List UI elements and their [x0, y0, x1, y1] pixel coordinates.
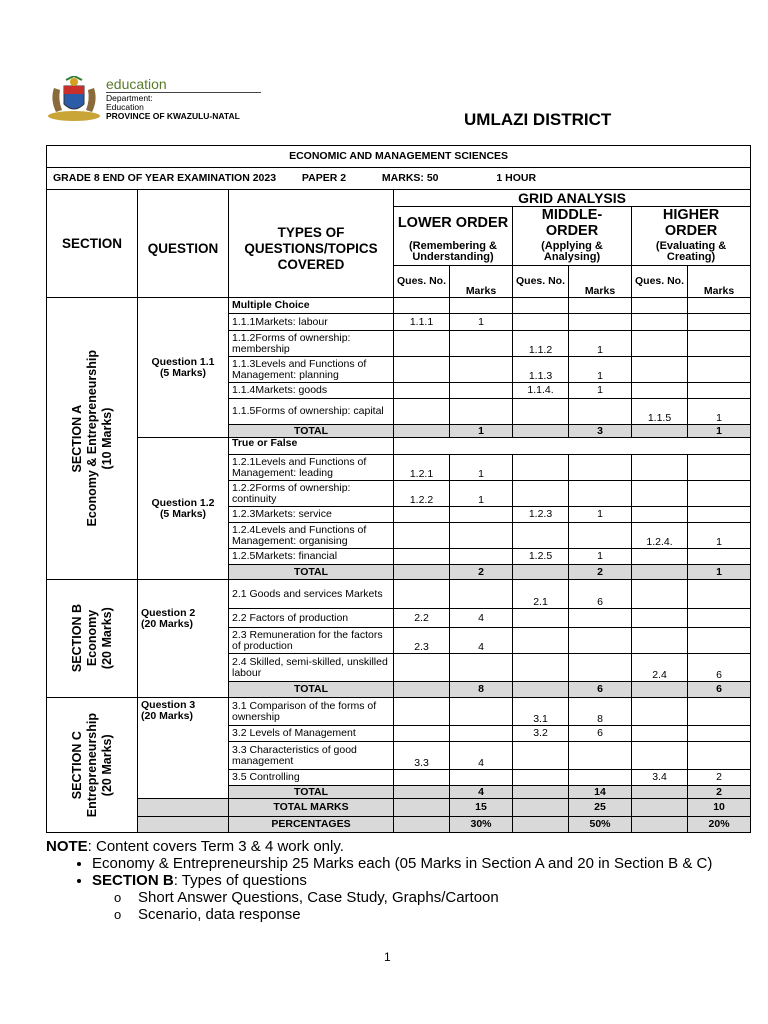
middle-ques-cell: [513, 654, 569, 682]
middle-marks-cell: 6: [569, 580, 632, 609]
middle-ques-cell: 1.1.3: [513, 357, 569, 383]
lower-percentage: 30%: [450, 817, 513, 833]
lower-ques-cell: [394, 549, 450, 565]
note-bullet-2-label: SECTION B: [92, 872, 174, 889]
higher-order-label: HIGHER ORDER: [632, 207, 751, 240]
higher-marks-cell: [688, 507, 751, 523]
topic-cell: 1.1.4Markets: goods: [229, 383, 394, 399]
topic-cell: 2.3 Remuneration for the factors of production: [229, 628, 394, 654]
middle-marks-cell: [569, 609, 632, 628]
lower-order-sub: (Remembering & Understanding): [394, 240, 513, 266]
middle-marks-cell: 1: [569, 331, 632, 357]
higher-ques-cell: [632, 726, 688, 742]
lower-ques-cell: 1.2.2: [394, 481, 450, 507]
lower-ques-cell: [394, 523, 450, 549]
lower-order-label: LOWER ORDER: [394, 207, 513, 240]
marks-header: Marks: [450, 266, 513, 298]
middle-ques-cell: [513, 609, 569, 628]
lower-marks-cell: [450, 399, 513, 425]
duration-label: 1 HOUR: [496, 172, 537, 184]
section-b-title: SECTION B: [69, 604, 84, 673]
middle-total: 3: [569, 425, 632, 438]
lower-total: 8: [450, 682, 513, 698]
middle-marks-cell: [569, 654, 632, 682]
higher-grand-total: 10: [688, 799, 751, 817]
middle-total: 6: [569, 682, 632, 698]
higher-marks-cell: [688, 455, 751, 481]
topic-cell: 1.1.5Forms of ownership: capital: [229, 399, 394, 425]
note-sub-2: Scenario, data response: [138, 906, 301, 923]
section-c-sub: Entrepreneurship: [84, 712, 99, 818]
section-b-marks: (20 Marks): [99, 607, 114, 670]
lower-marks-cell: [450, 523, 513, 549]
section-a-sub: Economy & Entrepreneurship: [84, 350, 99, 527]
coat-of-arms-icon: [46, 76, 102, 124]
section-a-title: SECTION A: [69, 404, 84, 473]
lower-ques-cell: [394, 507, 450, 523]
topic-cell: 2.1 Goods and services Markets: [229, 580, 394, 609]
higher-total: 1: [688, 425, 751, 438]
list-item: [138, 889, 736, 906]
higher-ques-cell: [632, 549, 688, 565]
table-row: [47, 698, 751, 726]
topic-cell: 1.2.1Levels and Functions of Management: leading: [229, 455, 394, 481]
middle-ques-cell: 3.2: [513, 726, 569, 742]
lower-marks-cell: [450, 698, 513, 726]
question-1-1-cell: [138, 298, 229, 438]
lower-total: 2: [450, 565, 513, 580]
middle-marks-cell: 1: [569, 357, 632, 383]
logo-line3: PROVINCE OF KWAZULU-NATAL: [106, 111, 240, 121]
percentages-row: [47, 817, 751, 833]
exam-line: [47, 168, 751, 190]
q12-heading: True or False: [229, 438, 394, 455]
section-a-cell: [47, 298, 138, 580]
lower-ques-cell: 2.2: [394, 609, 450, 628]
lower-ques-cell: [394, 331, 450, 357]
higher-marks-cell: [688, 742, 751, 770]
higher-ques-cell: [632, 383, 688, 399]
middle-marks-cell: [569, 770, 632, 786]
middle-marks-cell: 1: [569, 507, 632, 523]
higher-ques-cell: [632, 481, 688, 507]
paper-label: PAPER 2: [301, 172, 347, 184]
higher-marks-cell: [688, 628, 751, 654]
middle-ques-cell: [513, 481, 569, 507]
topic-cell: 1.2.4Levels and Functions of Management: organising: [229, 523, 394, 549]
marks-label: MARKS: 50: [381, 172, 439, 184]
total-label: TOTAL: [229, 565, 394, 580]
higher-marks-cell: [688, 481, 751, 507]
middle-grand-total: 25: [569, 799, 632, 817]
list-item: [138, 906, 736, 923]
section-c-cell: [47, 698, 138, 833]
ques-no-header: Ques. No.: [513, 266, 569, 298]
col-types: TYPES OF QUESTIONS/TOPICS COVERED: [229, 190, 394, 298]
lower-marks-cell: 1: [450, 314, 513, 331]
lower-marks-cell: [450, 726, 513, 742]
section-b-cell: [47, 580, 138, 698]
higher-total: 2: [688, 786, 751, 799]
subject-title: ECONOMIC AND MANAGEMENT SCIENCES: [47, 146, 751, 168]
question-3-cell: [138, 698, 229, 799]
section-a-label: [70, 350, 115, 526]
table-row: [47, 580, 751, 609]
grid-analysis-label: GRID ANALYSIS: [394, 190, 751, 207]
lower-marks-cell: [450, 549, 513, 565]
higher-ques-cell: [632, 507, 688, 523]
higher-ques-cell: [632, 698, 688, 726]
middle-order-label: MIDDLE-ORDER: [513, 207, 632, 240]
topic-cell: 3.2 Levels of Management: [229, 726, 394, 742]
lower-ques-cell: 1.2.1: [394, 455, 450, 481]
higher-marks-cell: [688, 609, 751, 628]
middle-marks-cell: [569, 523, 632, 549]
topic-cell: 2.4 Skilled, semi-skilled, unskilled labour: [229, 654, 394, 682]
middle-ques-cell: 1.1.4.: [513, 383, 569, 399]
page-number: 1: [384, 950, 391, 964]
lower-marks-cell: [450, 383, 513, 399]
middle-ques-cell: [513, 628, 569, 654]
total-label: TOTAL: [229, 682, 394, 698]
lower-marks-cell: [450, 654, 513, 682]
marks-header: Marks: [688, 266, 751, 298]
middle-marks-cell: [569, 455, 632, 481]
higher-total: 6: [688, 682, 751, 698]
topic-cell: 1.1.1Markets: labour: [229, 314, 394, 331]
higher-order-sub: (Evaluating & Creating): [632, 240, 751, 266]
percentages-label: PERCENTAGES: [229, 817, 394, 833]
total-marks-label: TOTAL MARKS: [229, 799, 394, 817]
middle-total: 14: [569, 786, 632, 799]
lower-ques-cell: [394, 383, 450, 399]
section-c-marks: (20 Marks): [99, 734, 114, 796]
section-c-label: [70, 713, 115, 817]
middle-marks-cell: [569, 481, 632, 507]
department-logo: [46, 76, 266, 126]
question-label: Question 2: [141, 607, 196, 619]
topic-cell: 3.5 Controlling: [229, 770, 394, 786]
middle-total: 2: [569, 565, 632, 580]
topic-cell: 1.1.3Levels and Functions of Management: planning: [229, 357, 394, 383]
ques-no-header: Ques. No.: [394, 266, 450, 298]
middle-marks-cell: 6: [569, 726, 632, 742]
marks-header: Marks: [569, 266, 632, 298]
logo-line2: Education: [106, 102, 144, 112]
lower-marks-cell: 1: [450, 455, 513, 481]
lower-marks-cell: [450, 770, 513, 786]
higher-ques-cell: [632, 357, 688, 383]
higher-ques-cell: [632, 314, 688, 331]
middle-ques-cell: 3.1: [513, 698, 569, 726]
topic-cell: 2.2 Factors of production: [229, 609, 394, 628]
q11-heading: Multiple Choice: [229, 298, 394, 314]
lower-ques-cell: 3.3: [394, 742, 450, 770]
topic-cell: 3.1 Comparison of the forms of ownership: [229, 698, 394, 726]
higher-ques-cell: [632, 609, 688, 628]
higher-ques-cell: 2.4: [632, 654, 688, 682]
higher-marks-cell: 2: [688, 770, 751, 786]
note-bullets: [46, 855, 736, 923]
middle-marks-cell: [569, 399, 632, 425]
lower-grand-total: 15: [450, 799, 513, 817]
lower-ques-cell: [394, 770, 450, 786]
higher-ques-cell: [632, 628, 688, 654]
higher-ques-cell: [632, 580, 688, 609]
lower-ques-cell: 2.3: [394, 628, 450, 654]
question-marks: (5 Marks): [159, 507, 207, 520]
middle-ques-cell: 1.2.3: [513, 507, 569, 523]
lower-marks-cell: [450, 580, 513, 609]
higher-marks-cell: 1: [688, 399, 751, 425]
higher-ques-cell: [632, 455, 688, 481]
higher-marks-cell: [688, 331, 751, 357]
note-sub-bullets: [92, 889, 736, 923]
middle-ques-cell: [513, 314, 569, 331]
higher-ques-cell: 1.1.5: [632, 399, 688, 425]
lower-marks-cell: 4: [450, 628, 513, 654]
higher-marks-cell: [688, 698, 751, 726]
list-item: [92, 872, 736, 923]
note-bullet-2-text: : Types of questions: [173, 872, 307, 889]
lower-ques-cell: [394, 399, 450, 425]
lower-marks-cell: 4: [450, 609, 513, 628]
higher-marks-cell: [688, 549, 751, 565]
middle-marks-cell: [569, 742, 632, 770]
lower-ques-cell: [394, 726, 450, 742]
col-section: SECTION: [47, 190, 138, 298]
note-sub-1: Short Answer Questions, Case Study, Graphs/Cartoon: [138, 889, 499, 906]
total-label: TOTAL: [229, 425, 394, 438]
district-title: UMLAZI DISTRICT: [464, 110, 612, 129]
middle-marks-cell: [569, 314, 632, 331]
question-label: Question 1.2: [151, 496, 215, 509]
lower-marks-cell: 4: [450, 742, 513, 770]
higher-marks-cell: [688, 314, 751, 331]
middle-marks-cell: 1: [569, 383, 632, 399]
grand-total-row: [47, 799, 751, 817]
exam-title: GRADE 8 END OF YEAR EXAMINATION 2023: [53, 172, 277, 184]
middle-ques-cell: 1.1.2: [513, 331, 569, 357]
note-bullet-1: Economy & Entrepreneurship 25 Marks each (05 Marks in Section A and 20 in Section B & C): [92, 855, 713, 872]
question-label: Question 3: [141, 699, 196, 711]
middle-ques-cell: [513, 399, 569, 425]
middle-ques-cell: [513, 742, 569, 770]
higher-ques-cell: [632, 742, 688, 770]
lower-ques-cell: [394, 357, 450, 383]
middle-ques-cell: [513, 770, 569, 786]
note-line: [46, 838, 736, 855]
topic-cell: 3.3 Characteristics of good management: [229, 742, 394, 770]
question-2-cell: [138, 580, 229, 698]
question-marks: (20 Marks): [141, 618, 193, 630]
lower-marks-cell: [450, 507, 513, 523]
lower-ques-cell: [394, 654, 450, 682]
topic-cell: 1.2.2Forms of ownership: continuity: [229, 481, 394, 507]
lower-total: 4: [450, 786, 513, 799]
higher-marks-cell: 1: [688, 523, 751, 549]
lower-marks-cell: [450, 331, 513, 357]
logo-text: [106, 94, 240, 121]
lower-ques-cell: [394, 698, 450, 726]
section-c-title: SECTION C: [69, 730, 84, 800]
middle-ques-cell: [513, 523, 569, 549]
lower-marks-cell: [450, 357, 513, 383]
note-text: : Content covers Term 3 & 4 work only.: [87, 838, 344, 855]
lower-ques-cell: [394, 580, 450, 609]
question-marks: (20 Marks): [141, 710, 193, 722]
middle-ques-cell: 1.2.5: [513, 549, 569, 565]
lower-ques-cell: 1.1.1: [394, 314, 450, 331]
logo-word: education: [106, 76, 167, 92]
higher-marks-cell: [688, 357, 751, 383]
topic-cell: 1.2.5Markets: financial: [229, 549, 394, 565]
topic-cell: 1.2.3Markets: service: [229, 507, 394, 523]
higher-marks-cell: 6: [688, 654, 751, 682]
middle-marks-cell: 1: [569, 549, 632, 565]
higher-marks-cell: [688, 726, 751, 742]
section-a-marks: (10 Marks): [99, 407, 114, 470]
lower-total: 1: [450, 425, 513, 438]
higher-marks-cell: [688, 383, 751, 399]
middle-ques-cell: 2.1: [513, 580, 569, 609]
grid-analysis-table: [46, 145, 751, 833]
middle-marks-cell: 8: [569, 698, 632, 726]
higher-marks-cell: [688, 580, 751, 609]
middle-ques-cell: [513, 455, 569, 481]
col-question: QUESTION: [138, 190, 229, 298]
note-block: [46, 838, 736, 923]
middle-order-sub: (Applying & Analysing): [513, 240, 632, 266]
middle-marks-cell: [569, 628, 632, 654]
higher-ques-cell: 3.4: [632, 770, 688, 786]
lower-marks-cell: 1: [450, 481, 513, 507]
total-label: TOTAL: [229, 786, 394, 799]
higher-total: 1: [688, 565, 751, 580]
higher-ques-cell: 1.2.4.: [632, 523, 688, 549]
higher-percentage: 20%: [688, 817, 751, 833]
question-marks: (5 Marks): [159, 366, 207, 379]
section-b-label: [70, 604, 115, 672]
logo-line1: Department:: [106, 93, 153, 103]
middle-percentage: 50%: [569, 817, 632, 833]
question-label: Question 1.1: [151, 355, 215, 368]
section-b-sub: Economy: [84, 610, 99, 667]
question-1-2-cell: [138, 438, 229, 580]
ques-no-header: Ques. No.: [632, 266, 688, 298]
topic-cell: 1.1.2Forms of ownership: membership: [229, 331, 394, 357]
list-item: [92, 855, 736, 872]
higher-ques-cell: [632, 331, 688, 357]
note-label: NOTE: [46, 838, 88, 855]
